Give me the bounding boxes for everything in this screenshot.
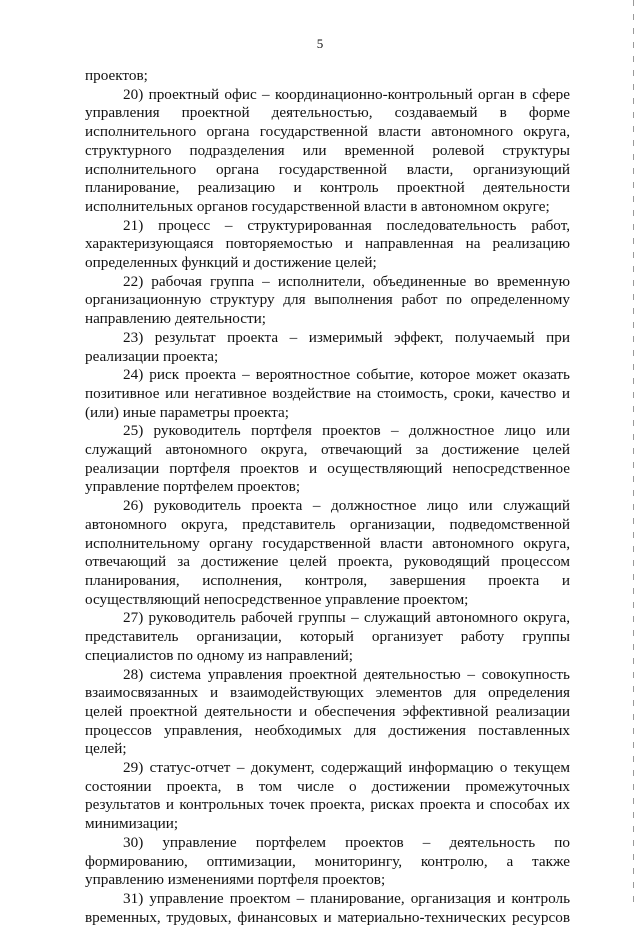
paragraph-continuation: проектов;	[85, 67, 148, 84]
definition-paragraph: 27) руководитель рабочей группы – служащий автономного округа, представитель организации, который организует работу группы специалистов по одному из направлений;	[85, 609, 570, 664]
definition-paragraph: 25) руководитель портфеля проектов – должностное лицо или служащий автономного округа, отвечающий за достижение целей реализации портфеля проектов и осуществляющий непосредственное управление портфелем проектов;	[85, 422, 570, 496]
definition-paragraph: 29) статус-отчет – документ, содержащий информацию о текущем состоянии проекта, в том числе о достижении промежуточных результатов и контрольных точек проекта, рисках проекта и способах их минимизации;	[85, 759, 570, 833]
definition-paragraph: 22) рабочая группа – исполнители, объединенные во временную организационную структуру для выполнения работ по определенному направлению деятельности;	[85, 272, 570, 328]
scan-edge-line	[633, 0, 634, 905]
definition-paragraph: 21) процесс – структурированная последовательность работ, характеризующаяся повторяемостью и направленная на реализацию определенных функций и достижение целей;	[85, 216, 570, 272]
definition-paragraph: 20) проектный офис – координационно-контрольный орган в сфере управления проектной деятельностью, создаваемый в форме исполнительного органа государственной власти автономного округа, структурного подразделения или временной ролевой структуры исполнительного органа государственной власти, организующий планирование, реализацию и контроль проектной деятельности исполнительных органов государственной власти в автономном округе;	[85, 85, 570, 215]
definition-paragraph: 28) система управления проектной деятельностью – совокупность взаимосвязанных и взаимодействующих элементов для определения целей проектной деятельности и обеспечения эффективной реализации процессов управления, необходимых для достижения поставленных целей;	[85, 665, 570, 758]
definition-paragraph: 30) управление портфелем проектов – деятельность по формированию, оптимизации, мониторингу, контролю, а также управлению изменениями портфеля проектов;	[85, 833, 570, 889]
page-number: 5	[316, 36, 324, 51]
definition-paragraph: 26) руководитель проекта – должностное лицо или служащий автономного округа, представитель организации, подведомственной исполнительному органу государственной власти автономного округа, отвечающий за достижение целей проекта, руководящий процессом планирования, исполнения, контроля, завершения проекта и осуществляющий непосредственное управление проектом;	[85, 497, 570, 608]
definition-paragraph: 23) результат проекта – измеримый эффект, получаемый при реализации проекта;	[85, 328, 570, 365]
definition-paragraph: 31) управление проектом – планирование, организация и контроль временных, трудовых, финансовых и материально-технических ресурсов	[85, 889, 570, 926]
definition-paragraph: 24) риск проекта – вероятностное событие, которое может оказать позитивное или негативное воздействие на стоимость, сроки, качество и (или) иные параметры проекта;	[85, 366, 570, 421]
document-body	[85, 67, 570, 927]
